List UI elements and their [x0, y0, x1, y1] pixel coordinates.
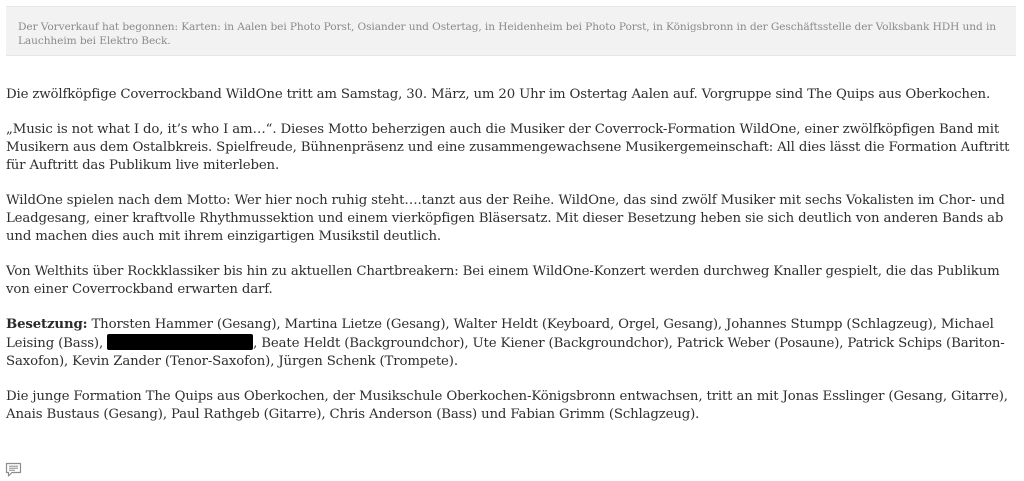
article-paragraph-motto: „Music is not what I do, it’s who I am…“. Dieses Motto beherzigen auch die Musiker der Coverrock-Formation WildOne, einer zwölfköpfigen Band mit Musikern aus dem Ostalbkreis. Spielfreude, Bühnenpräsenz und eine zusammengewachsene Musikergemeinschaft: All dies lässt die Formation Auftritt für Auftritt das Publikum live miterleben.	[6, 122, 1010, 173]
article-paragraph-repertoire: Von Welthits über Rockklassiker bis hin zu aktuellen Chartbreakern: Bei einem WildOne-Konzert werden durchweg Knaller gespielt, die das Publikum von einer Coverrockband erwarten darf.	[6, 264, 1000, 297]
lineup-text-before: Thorsten Hammer (Gesang), Martina Lietze (Gesang), Walter Heldt (Keyboard, Orgel, Gesang), Johannes Stumpp (Schlagzeug), Michael Leising (Bass),	[6, 317, 994, 351]
article-paragraph-support-act: Die junge Formation The Quips aus Oberkochen, der Musikschule Oberkochen-Königsbronn entwachsen, tritt an mit Jonas Esslinger (Gesang, Gitarre), Anais Bustaus (Gesang), Paul Rathgeb (Gitarre), Chris Anderson (Bass) und Fabian Grimm (Schlagzeug).	[6, 389, 1008, 422]
presale-notice	[6, 6, 1016, 56]
lineup-text-after: , Beate Heldt (Backgroundchor), Ute Kiener (Backgroundchor), Patrick Weber (Posaune), Patrick Schips (Bariton-Saxofon), Kevin Zander (Tenor-Saxofon), Jürgen Schenk (Trompete).	[6, 336, 1005, 369]
comment-icon[interactable]	[5, 462, 23, 478]
article-paragraph-lineup	[6, 316, 1020, 371]
article-paragraph-band: WildOne spielen nach dem Motto: Wer hier noch ruhig steht….tanzt aus der Reihe. WildOne, das sind zwölf Musiker mit sechs Vokalisten im Chor- und Leadgesang, einer kraftvolle Rhythmussektion und einem vierköpfigen Bläsersatz. Mit dieser Besetzung heben sie sich deutlich von anderen Bands ab und machen dies auch mit ihrem einzigartigen Musikstil deutlich.	[6, 193, 1005, 244]
redaction-bar	[107, 334, 253, 350]
presale-notice-text: Der Vorverkauf hat begonnen: Karten: in Aalen bei Photo Porst, Osiander und Ostertag, in Heidenheim bei Photo Porst, in Königsbronn in der Geschäftsstelle der Volksbank HDH und in Lauchheim bei Elektro Beck.	[18, 21, 996, 47]
article-body	[6, 86, 1020, 424]
article-paragraph-intro: Die zwölfköpfige Coverrockband WildOne tritt am Samstag, 30. März, um 20 Uhr im Ostertag Aalen auf. Vorgruppe sind The Quips aus Oberkochen.	[6, 87, 991, 102]
lineup-label: Besetzung:	[6, 317, 88, 332]
